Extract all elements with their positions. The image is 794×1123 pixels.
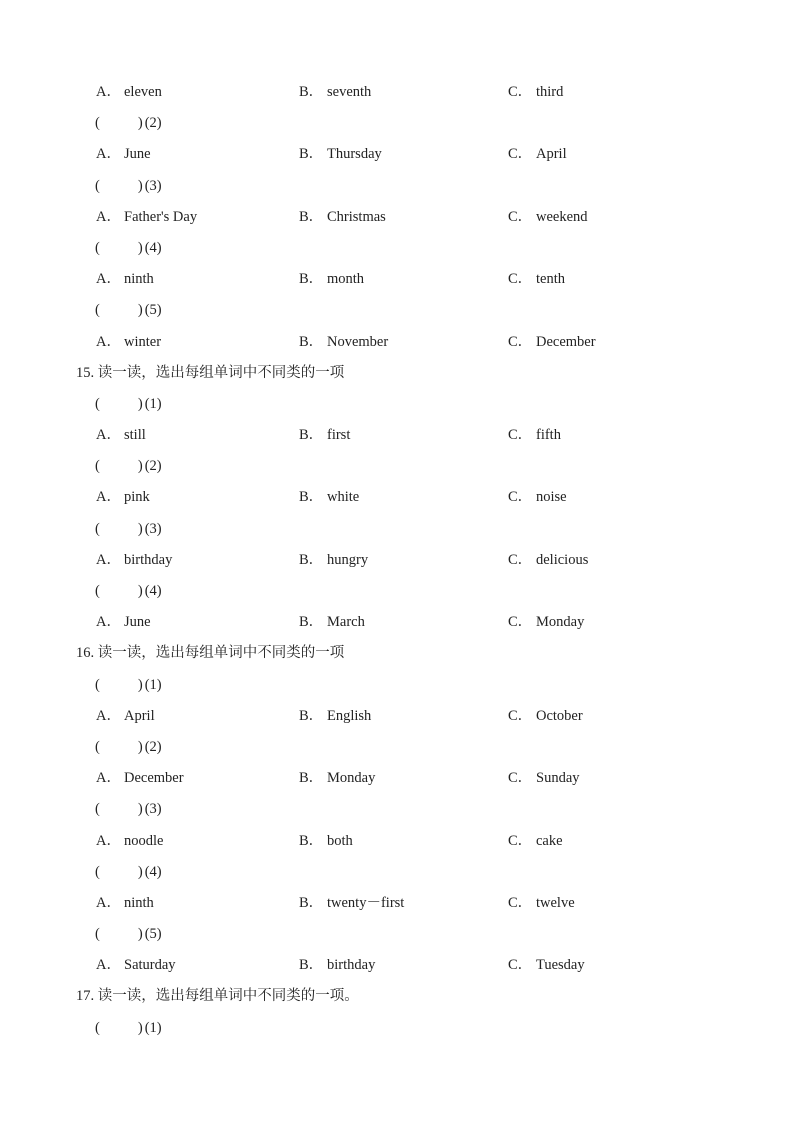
option-word: hungry [327,551,369,568]
option-c [508,545,588,576]
option-letter: A． [96,770,121,787]
option-letter: C． [508,146,533,163]
option-letter: B． [299,957,324,974]
option-letter: C． [508,84,533,100]
option-word: Father's Day [124,208,198,225]
answer-blank-line [0,732,794,763]
sub-question-number: (5) [144,302,162,319]
answer-blank-line [0,794,794,825]
paren-open: ( [95,583,100,599]
option-b [299,545,368,576]
sub-question-number: (4) [144,863,162,880]
paren-open: ( [95,177,100,194]
option-c [508,482,567,513]
option-letter: C． [508,707,533,724]
paren-open: ( [95,302,100,319]
option-word: March [327,614,365,631]
option-word: birthday [327,957,376,974]
option-word: Christmas [327,208,386,225]
option-b [299,139,382,170]
options-row [0,826,794,857]
option-word: weekend [536,208,588,225]
option-word: noise [536,489,567,506]
option-c [508,950,585,981]
option-letter: C． [508,489,533,506]
sub-question-number: (2) [144,738,162,755]
option-a [96,482,150,513]
option-letter: C． [508,614,533,631]
option-c [508,139,567,170]
option-word: delicious [536,551,589,568]
option-word: ninth [124,894,154,911]
paren-close: ) [137,863,143,880]
option-a [96,763,184,794]
paren-open: ( [95,458,100,475]
paren-close: ) [137,115,143,132]
question-heading: 15. 读一读，选出每组单词中不同类的一项 [76,364,345,381]
option-word: tenth [536,271,565,288]
worksheet-page [0,77,794,1044]
option-c [508,77,563,108]
option-a [96,888,154,919]
option-word: June [124,614,151,631]
option-word: winter [124,333,162,350]
options-row [0,763,794,794]
answer-blank-line [0,857,794,888]
option-b [299,701,371,732]
options-row [0,888,794,919]
option-letter: A． [96,146,121,163]
option-letter: A． [96,333,121,350]
sub-question-number: (3) [144,520,162,537]
sub-question-number: (3) [144,177,162,194]
option-b [299,77,371,108]
option-b [299,763,375,794]
option-b [299,482,359,513]
option-word: Monday [327,770,376,787]
option-word: white [327,489,360,506]
option-a [96,264,154,295]
option-word: noodle [124,832,164,849]
options-row [0,482,794,513]
options-row [0,701,794,732]
option-c [508,826,563,857]
option-letter: A． [96,208,121,225]
option-b [299,950,375,981]
options-row [0,545,794,576]
option-word: Sunday [536,770,580,787]
options-row [0,77,794,108]
paren-close: ) [137,458,143,475]
sub-question-number: (3) [144,801,162,818]
sub-question-number: (1) [144,395,162,412]
option-word: both [327,832,353,849]
option-c [508,607,584,638]
option-letter: B． [299,707,324,724]
answer-blank-line [0,389,794,420]
option-c [508,888,575,919]
option-a [96,607,151,638]
option-word: first [327,427,351,444]
question-heading: 17. 读一读，选出每组单词中不同类的一项。 [76,988,359,1005]
option-letter: A． [96,894,121,911]
options-row [0,420,794,451]
option-letter: C． [508,208,533,225]
answer-blank-line [0,1013,794,1044]
answer-blank-line [0,919,794,950]
paren-open: ( [95,395,100,412]
option-letter: A． [96,707,121,724]
option-letter: A． [96,832,121,849]
option-a [96,139,151,170]
paren-close: ) [137,801,143,818]
option-a [96,202,197,233]
answer-blank-line [0,451,794,482]
paren-open: ( [95,1019,100,1036]
option-letter: B． [299,427,324,444]
option-letter: A． [96,957,121,974]
option-word: Monday [536,614,585,631]
option-letter: B． [299,489,324,506]
option-letter: C． [508,333,533,350]
options-row [0,139,794,170]
answer-blank-line [0,108,794,139]
paren-close: ) [137,395,143,412]
option-word: birthday [124,551,173,568]
paren-open: ( [95,520,100,537]
option-b [299,888,404,919]
option-letter: A． [96,489,121,506]
answer-blank-line [0,514,794,545]
option-letter: B． [299,208,324,225]
paren-close: ) [137,926,143,943]
sub-question-number: (4) [144,583,162,599]
option-c [508,327,596,358]
answer-blank-line [0,576,794,607]
option-a [96,950,176,981]
paren-close: ) [137,302,143,319]
option-a [96,826,163,857]
options-row [0,607,794,638]
paren-open: ( [95,926,100,943]
paren-close: ) [137,1019,143,1036]
option-word: April [124,707,155,724]
option-c [508,701,583,732]
option-word: ninth [124,271,154,288]
sub-question-number: (1) [144,676,162,693]
paren-open: ( [95,863,100,880]
option-letter: A． [96,271,121,288]
answer-blank-line [0,295,794,326]
option-letter: B． [299,333,324,350]
paren-open: ( [95,115,100,132]
option-letter: C． [508,427,533,444]
option-word: cake [536,832,563,849]
option-c [508,264,565,295]
option-letter: B． [299,770,324,787]
option-word: month [327,271,365,288]
option-letter: C． [508,957,533,974]
option-word: seventh [327,84,372,100]
sub-question-number: (2) [144,458,162,475]
option-b [299,264,364,295]
paren-open: ( [95,239,100,256]
option-letter: B． [299,832,324,849]
option-a [96,327,161,358]
option-letter: A． [96,551,121,568]
paren-close: ) [137,738,143,755]
sub-question-number: (4) [144,239,162,256]
paren-close: ) [137,520,143,537]
paren-open: ( [95,676,100,693]
paren-open: ( [95,801,100,818]
option-word: third [536,84,564,100]
sub-question-number: (1) [144,1019,162,1036]
option-word: October [536,707,583,724]
option-word: pink [124,489,150,506]
options-row [0,327,794,358]
paren-close: ) [137,583,143,599]
paren-close: ) [137,177,143,194]
paren-open: ( [95,738,100,755]
option-a [96,545,172,576]
paren-close: ) [137,239,143,256]
answer-blank-line [0,670,794,701]
option-b [299,420,350,451]
option-b [299,327,388,358]
option-letter: B． [299,614,324,631]
option-word: twenty－first [327,894,405,911]
question-heading: 16. 读一读，选出每组单词中不同类的一项 [76,645,345,662]
options-row [0,202,794,233]
option-word: Saturday [124,957,176,974]
option-letter: B． [299,894,324,911]
option-letter: A． [96,614,121,631]
option-letter: C． [508,271,533,288]
option-a [96,77,162,108]
option-letter: C． [508,894,533,911]
option-c [508,420,561,451]
option-word: Thursday [327,146,382,163]
option-word: December [536,333,596,350]
option-word: November [327,333,389,350]
answer-blank-line [0,171,794,202]
options-row [0,264,794,295]
option-letter: B． [299,146,324,163]
option-word: June [124,146,151,163]
option-letter: C． [508,770,533,787]
option-word: English [327,707,372,724]
option-b [299,607,365,638]
options-row [0,950,794,981]
option-word: eleven [124,84,162,100]
option-c [508,763,580,794]
sub-question-number: (5) [144,926,162,943]
paren-close: ) [137,676,143,693]
option-c [508,202,588,233]
option-a [96,420,146,451]
option-b [299,202,386,233]
option-letter: C． [508,551,533,568]
option-word: still [124,427,146,444]
option-letter: B． [299,551,324,568]
option-letter: A． [96,84,121,100]
option-letter: A． [96,427,121,444]
option-letter: C． [508,832,533,849]
option-word: twelve [536,894,575,911]
option-word: Tuesday [536,957,585,974]
option-letter: B． [299,84,324,100]
sub-question-number: (2) [144,115,162,132]
option-word: December [124,770,184,787]
option-letter: B． [299,271,324,288]
option-word: April [536,146,567,163]
answer-blank-line [0,233,794,264]
option-b [299,826,353,857]
option-word: fifth [536,427,561,444]
option-a [96,701,155,732]
